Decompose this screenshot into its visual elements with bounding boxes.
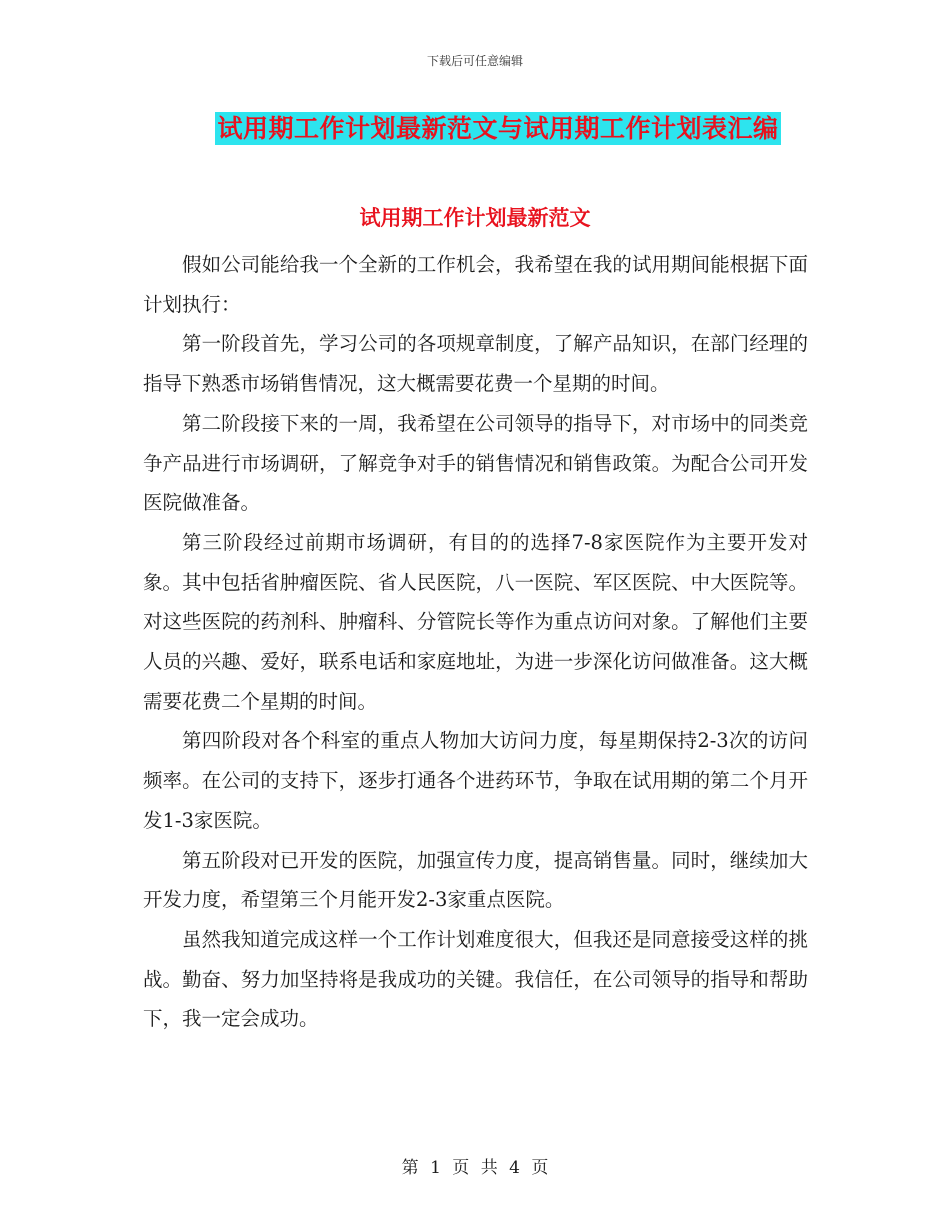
main-title-container xyxy=(0,112,950,145)
paragraph: 第四阶段对各个科室的重点人物加大访问力度，每星期保持2-3次的访问频率。在公司的支持下，逐步打通各个进药环节，争取在试用期的第二个月开发1-3家医院。 xyxy=(143,729,808,832)
page-number: 第 1 页 共 4 页 xyxy=(401,1158,549,1178)
main-title: 试用期工作计划最新范文与试用期工作计划表汇编 xyxy=(217,114,779,143)
paragraph: 第一阶段首先，学习公司的各项规章制度，了解产品知识，在部门经理的指导下熟悉市场销售情况，这大概需要花费一个星期的时间。 xyxy=(143,332,808,396)
document-body xyxy=(143,245,808,1039)
paragraph: 假如公司能给我一个全新的工作机会，我希望在我的试用期间能根据下面计划执行： xyxy=(143,253,808,316)
paragraph: 第二阶段接下来的一周，我希望在公司领导的指导下，对市场中的同类竞争产品进行市场调研，了解竞争对手的销售情况和销售政策。为配合公司开发医院做准备。 xyxy=(143,411,808,515)
paragraph: 第五阶段对已开发的医院，加强宣传力度，提高销售量。同时，继续加大开发力度，希望第三个月能开发2-3家重点医院。 xyxy=(143,848,808,912)
paragraph: 虽然我知道完成这样一个工作计划难度很大，但我还是同意接受这样的挑战。勤奋、努力加坚持将是我成功的关键。我信任，在公司领导的指导和帮助下，我一定会成功。 xyxy=(143,927,808,1031)
header-note: 下载后可任意编辑 xyxy=(426,54,523,68)
paragraph: 第三阶段经过前期市场调研，有目的的选择7-8家医院作为主要开发对象。其中包括省肿瘤医院、省人民医院，八一医院、军区医院、中大医院等。对这些医院的药剂科、肿瘤科、分管院长等作为重点访问对象。了解他们主要人员的兴趣、爱好，联系电话和家庭地址，为进一步深化访问做准备。这大概需要花费二个星期的时间。 xyxy=(143,530,808,713)
section-title: 试用期工作计划最新范文 xyxy=(359,206,591,230)
